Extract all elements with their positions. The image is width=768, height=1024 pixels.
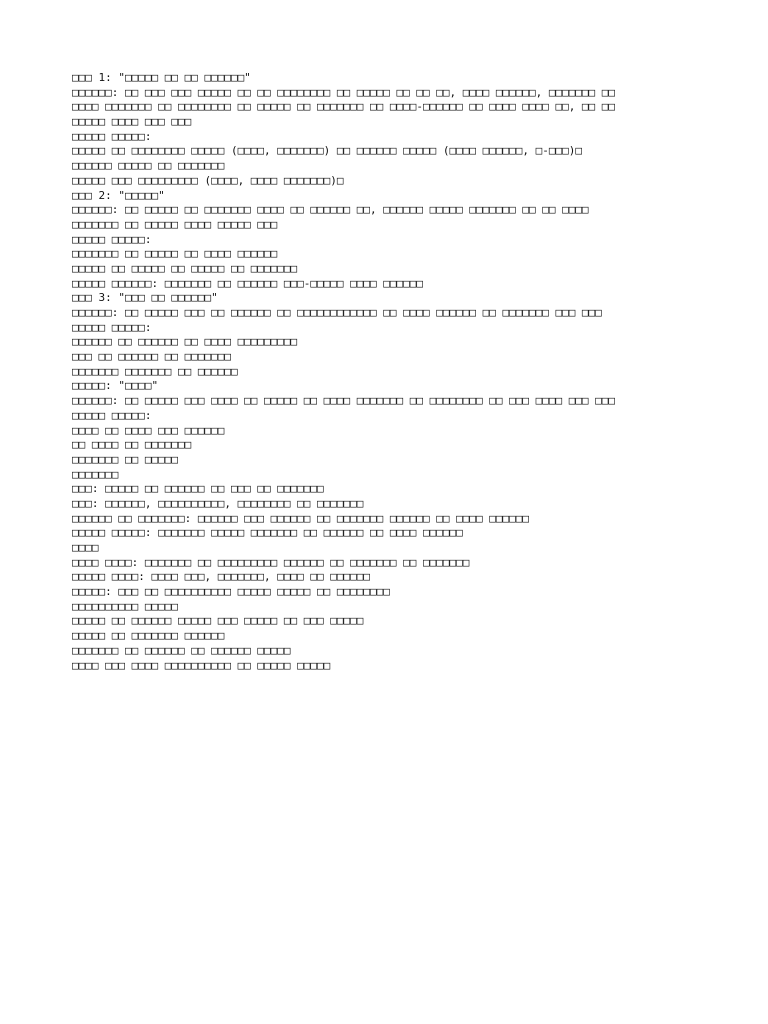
heading-part-3: □□□ 3: "□□□ □□ □□□□□□" <box>72 291 218 305</box>
list-item: □□□□□ □□ □□□□□□□ □□□□□□ <box>72 629 225 643</box>
list-item: □□□□□ □□ □□□□□□ □□□□□ □□□ □□□□□ □□ □□□ □□□□□ <box>72 614 364 628</box>
text-line: □□□□□ □□□□□: □□□□□□□ □□□□□ □□□□□□□ □□ □□□□□□ □□ □□□□ □□□□□□ <box>72 526 463 540</box>
text-line: □□□□□□: □□ □□□□□ □□□ □□□□ □□ □□□□□ □□ □□□□ □□□□□□□ □□ □□□□□□□□ □□ □□□ □□□□ □□□ □□□ <box>72 394 616 408</box>
subheading: □□□□□□□ <box>72 467 119 481</box>
heading-section: □□□□□: "□□□□" <box>72 379 159 393</box>
subheading: □□□□□□□□□□ □□□□□ <box>72 599 178 613</box>
subheading: □□□□ <box>72 541 99 554</box>
list-item: □□□□□□□ □□ □□□□□□ □□ □□□□□□ □□□□□ <box>72 643 291 657</box>
list-item: □□□□□□ □□□□□ □□ □□□□□□□ <box>72 159 225 173</box>
text-line: □□□□□□: □□ □□□□□ □□□ □□ □□□□□□ □□ □□□□□□□□□□□□ □□ □□□□ □□□□□□ □□ □□□□□□□ □□□ □□□ <box>72 306 602 319</box>
text-line: □□□□□ □□□□: □□□□ □□□, □□□□□□□, □□□□ □□ □□□□□□ <box>72 570 371 584</box>
text-line: □□□: □□□□□ □□ □□□□□□ □□ □□□ □□ □□□□□□□ <box>72 482 324 496</box>
text-line: □□□□ □□□□: □□□□□□□ □□ □□□□□□□□□ □□□□□□ □□ □□□□□□□ □□ □□□□□□□ <box>72 555 470 569</box>
list-item: □□□□□ □□□ □□□□□□□□□ (□□□□, □□□□ □□□□□□□)□ <box>72 173 344 187</box>
text-line: □□□□□□□ □□ □□□□□ □□□□ □□□□□ □□□ <box>72 217 278 231</box>
text-line: □□□□ □□□□□□□ □□ □□□□□□□□ □□ □□□□□ □□ □□□□□□□ □□ □□□□-□□□□□□ □□ □□□□ □□□□ □□, □□ □□ <box>72 100 616 114</box>
text-line: □□□□□ □□□□ □□□ □□□ <box>72 115 192 129</box>
subheading: □□□□□ □□□□□: <box>72 408 152 422</box>
subheading: □□□□□ □□□□□: <box>72 232 152 246</box>
text-line: □□□□□□: □□ □□□ □□□ □□□□□ □□ □□ □□□□□□□□ □□ □□□□□ □□ □□ □□, □□□□ □□□□□□, □□□□□□□ □□ <box>72 85 616 99</box>
list-item: □□□□□ □□□□□□: □□□□□□□ □□ □□□□□□ □□□-□□□□□ □□□□ □□□□□□ <box>72 276 423 290</box>
heading-part-2: □□□ 2: "□□□□□" <box>72 188 165 202</box>
list-item: □□□□□□□ □□□□□□□ □□ □□□□□□ <box>72 364 238 378</box>
list-item: □□ □□□□ □□ □□□□□□□ <box>72 438 192 452</box>
text-line: □□□□□□: □□ □□□□□ □□ □□□□□□□ □□□□ □□ □□□□□□ □□, □□□□□□ □□□□□ □□□□□□□ □□ □□ □□□□ <box>72 203 589 217</box>
text-line: □□□□□□ □□ □□□□□□□: □□□□□□ □□□ □□□□□□ □□ □□□□□□□ □□□□□□ □□ □□□□ □□□□□□ <box>72 511 529 525</box>
list-item: □□□□□ □□ □□□□□□□□ □□□□□ (□□□□, □□□□□□□) □□ □□□□□□ □□□□□ (□□□□ □□□□□□, □-□□□)□ <box>72 144 582 158</box>
heading-part-1: □□□ 1: "□□□□□ □□ □□ □□□□□□" <box>72 71 251 84</box>
text-line: □□□□□: □□□ □□ □□□□□□□□□□ □□□□□ □□□□□ □□ □□□□□□□□ <box>72 585 390 599</box>
list-item: □□□□□□□ □□ □□□□□ □□ □□□□ □□□□□□ <box>72 247 278 261</box>
list-item: □□□□□□□ □□ □□□□□ <box>72 452 178 466</box>
subheading: □□□□□ □□□□□: <box>72 320 152 334</box>
list-item: □□□□□ □□ □□□□□ □□ □□□□□ □□ □□□□□□□ <box>72 261 298 275</box>
list-item: □□□ □□ □□□□□□ □□ □□□□□□□ <box>72 350 231 364</box>
text-line: □□□: □□□□□□, □□□□□□□□□□, □□□□□□□□ □□ □□□□□□□ <box>72 496 364 510</box>
list-item: □□□□□□ □□ □□□□□□ □□ □□□□ □□□□□□□□□ <box>72 335 298 349</box>
list-item: □□□□ □□□ □□□□ □□□□□□□□□□ □□ □□□□□ □□□□□ <box>72 658 331 672</box>
document-page <box>72 71 702 673</box>
list-item: □□□□ □□ □□□□ □□□ □□□□□□ <box>72 423 225 437</box>
subheading: □□□□□ □□□□□: <box>72 129 152 143</box>
